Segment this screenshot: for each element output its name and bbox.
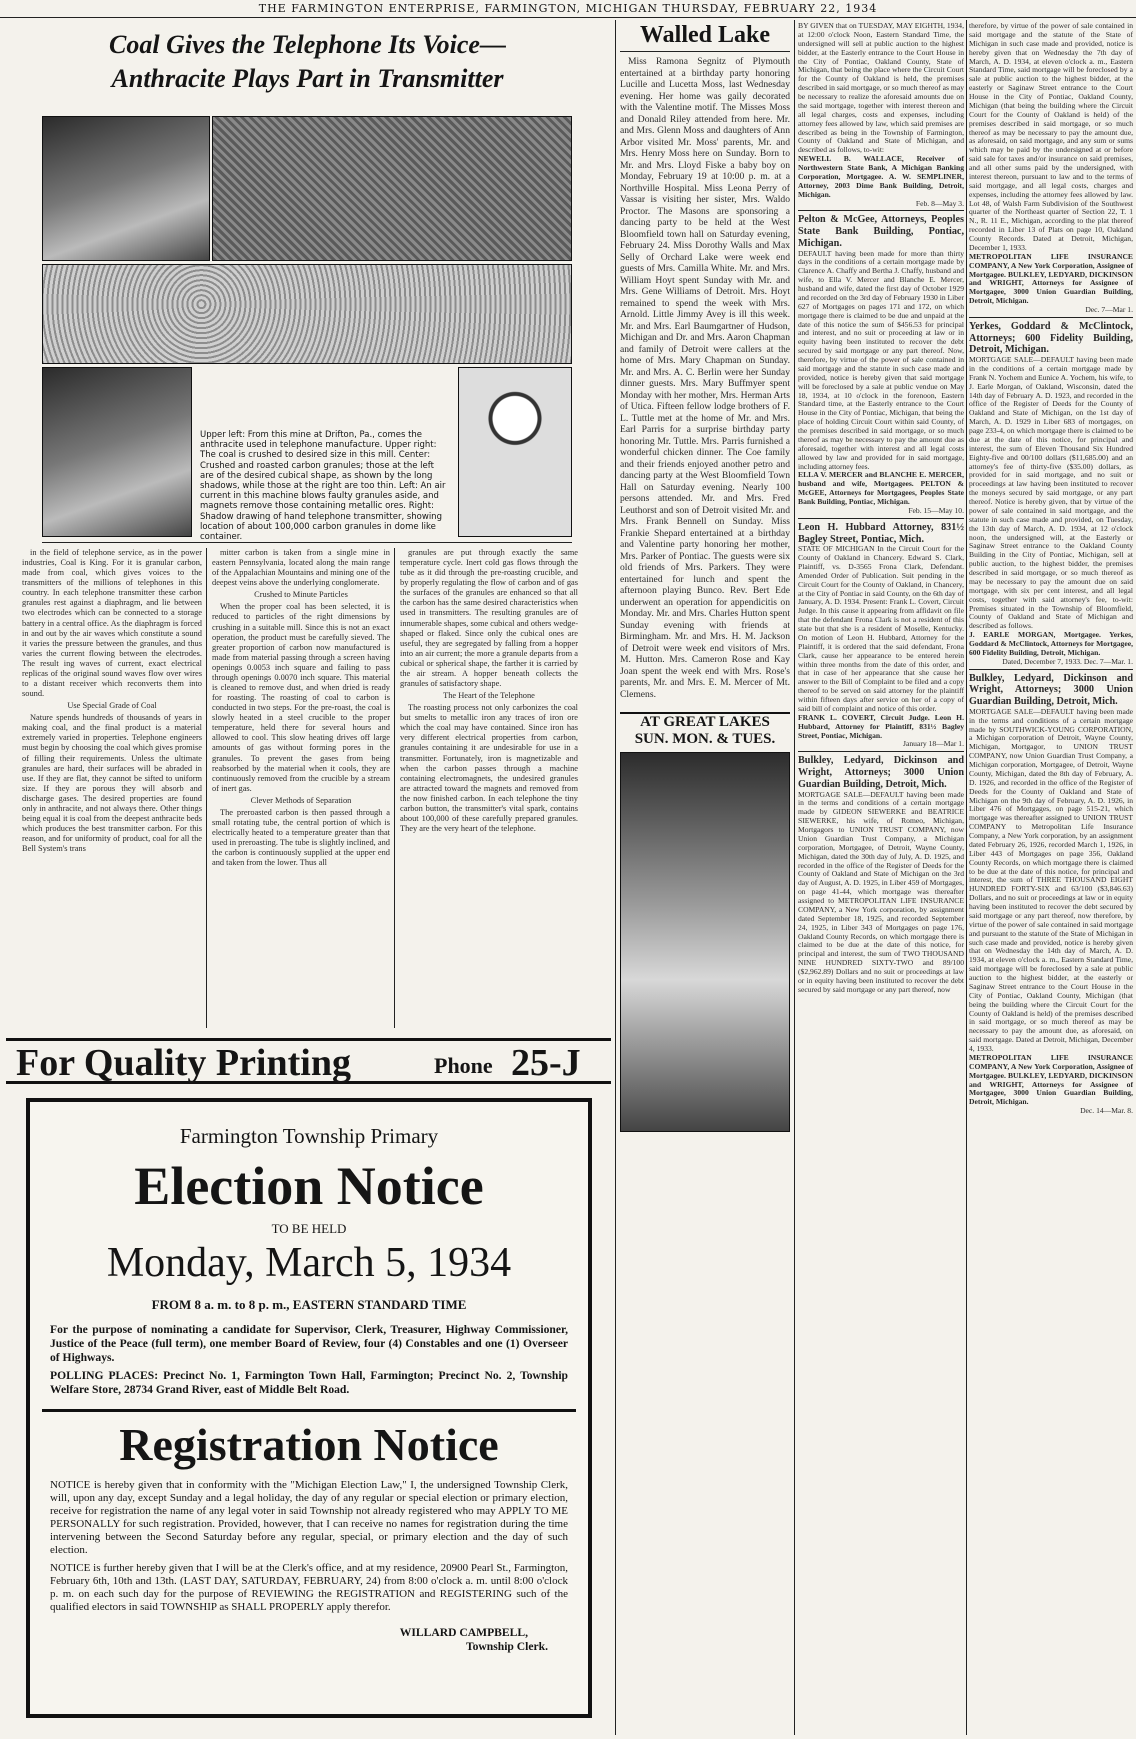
legal-yerkes-date: Dated, December 7, 1933. Dec. 7—Mar. 1. bbox=[1002, 656, 1133, 666]
legal-hubbard-date: January 18—Mar 1. bbox=[903, 739, 964, 749]
photo-caption: Upper left: From this mine at Drifton, Pa., comes the anthracite used in telephone manufacture. Upper right: The coal is crushed to desired size in this mill. Center: Crushed and roasted carbon granules; those at the left are of the desired cubical shape, as shown by the long shadows, while those at the right are too thin. Left: An air current in this machine blows faulty granules aside, and magnets remove those containing metallic ores. Right: Shadow drawing of hand telephone transmitter, showing location of about 100,000 carbon granules in dome like container. bbox=[200, 430, 446, 542]
legal-bulkley-date-2: Dec. 14—Mar. 8. bbox=[1080, 1106, 1133, 1116]
theater-ad bbox=[620, 712, 790, 748]
walled-lake-text: Miss Ramona Segnitz of Plymouth entertained at a birthday party honoring Lucille and Lucetta Moss, last Wednesday evening. Her home was gaily decorated with the Valentine motif. The Misses Moss and Donald Riley attended from here. Mr. and Mrs. Glenn Moss and daughters of Ann Arbor visited Mr. Moss' parents, Mr. and Mrs. Henry Moss here on Sunday. Born to Mr. and Mrs. Lloyd Fiske a baby boy on Monday, February 19 at 10:00 p. m. at a Northville Hospital. Miss Leona Perry of Vassar is visiting her sister, Mrs. Waldo Proctor. The Masons are sponsoring a dancing party to be held at the West Bloomfield town hall on Saturday evening, February 24. Miss Dorothy Walls and Max Selly of Orchard Lake were week end guests of Mrs. Camilla White. Mr. and Mrs. William Hoyt spent Sunday with Mr. and Mrs. Gene Williams of Detroit. Mrs. Hoyt remained to spend the week with Mrs. Arnold. Little Jimmy Avey is ill this week. Mr. and Mrs. Earl Baumgartner of Hudson, Michigan and Dr. and Mrs. Aaron Chapman and family of Detroit were callers at the home of Mrs. Mary Chapman on Sunday. Mr. and Mrs. A. C. Berlin were her Sunday dinner guests. Mrs. Mary Buffmyer spent Monday with her mother, Mrs. Herman Arts of Utica. Fifteen fellow lodge brothers of F. L. Tuttle met at the home of Mr. and Mrs. Earl Parris for a surprise birthday party honoring Mr. Tuttle. Mrs. Parris furnished a wonderful chicken dinner. The Coe family and their friends enjoyed another petro and dancing party at the West Bloomfield Town Hall on Saturday evening. Nearly 100 persons attended. Mr. and Mrs. Fred Leuthorst and son of Detroit visited Mr. and Mrs. Frank Bennell on Sunday. Miss Frankie Shepard entertained at a birthday and Valentine party honoring her mother, Mrs. Parker of Pontiac. The guests were six old friends of Mrs. Parkers. They were entertained for lunch and spent the afternoon playing Bunco. Rev. Bert Ede underwent an operation for appendicitis on Monday. Mr. and Mrs. Charles Hutton spent Sunday evening with friends at Birmingham. Mr. and Mrs. H. M. Jackson of Detroit were week end visitors of Mrs. M. Hutton. Mrs. Cameron Rose and Kay Joan spent the week end with Mrs. Rose's parents, Mr. and Mrs. E. M. Mercer of Mt. Clemens. bbox=[620, 56, 790, 700]
photo-carbon-granules bbox=[42, 264, 572, 364]
photo-comedians bbox=[620, 752, 790, 1132]
notice-signer: WILLARD CAMPBELL, bbox=[399, 1626, 528, 1640]
article-col2-para: mitter carbon is taken from a single mine in eastern Pennsylvania, located along the main range of the Appalachian Mountains and mining one of the deepest veins above the underlying conglomerate. bbox=[212, 548, 390, 588]
legal-sale-1-date: Feb. 8—May 3. bbox=[915, 198, 964, 208]
article-col2a-para: When the proper coal has been selected, it is reduced to particles of the right dimensions by crushing in a suitable mill. Since this is not an exact operation, the product must be carefully sieved. The greater proportion of carbon now manufactured is made from material passing through a screen having openings 0.0053 inch square and failing to pass through openings 0.0070 inch square. This material is cleaned to remove dust, and when dried is ready for roasting. The roasting of coal to carbon is conducted in two steps. For the pre-roast, the coal is slowly heated in a steel crucible to the proper temperature, held there for several hours and allowed to cool. This slow heating drives off large amounts of gas without forming pores in the granules. To prevent the gases from being reabsorbed by the material when it cools, they are continuously removed from the crucible by a stream of inert gas. bbox=[212, 602, 390, 793]
printing-ad-phone: 25-J bbox=[511, 1042, 581, 1084]
legal-pelton-heading: Pelton & McGee, Attorneys, Peoples State Bank Building, Pontiac, Michigan. bbox=[798, 214, 964, 249]
legal-pelton-signature: ELLA V. MERCER and BLANCHE E. MERCER, husband and wife, Mortgagees. PELTON & McGEE, Attorneys for Mortgagees, Peoples State Bank Building, Pontiac, Michigan. bbox=[798, 470, 964, 507]
election-notice-box bbox=[26, 1098, 592, 1718]
legal-column-1 bbox=[798, 22, 964, 1734]
subhead-special-coal: Use Special Grade of Coal bbox=[67, 701, 157, 711]
registration-para-2: NOTICE is further hereby given that I will be at the Clerk's office, and at my residence, 20900 Pearl St., Farmington, February 6th, 10th and 13th. (LAST DAY, SATURDAY, FEBRUARY, 24) from 8:00 o'clock a. m. until 8:00 o'clock p. m. on each such day for the purpose of REVIEWING the REGISTRATION and REGISTERING such of the qualified electors in said TOWNSHIP as SHALL PROPERLY apply therefor. bbox=[50, 1561, 568, 1614]
legal-sale-notice-2: therefore, by virtue of the power of sale contained in said mortgage and the statute of the State of Michigan in such case made and provided, notice is hereby given that on Wednesday the 7th day of March, A. D. 1934, at eleven o'clock a. m., Eastern Standard Time, said mortgage will be foreclosed by a sale at public auction to the highest bidder, at the easterly or Saginaw Street entrance to the Court House in the City of Pontiac, Oakland County, Michigan (that being the building where the Circuit Court for the County of Oakland is held) of the premises described in said mortgage, or so much thereof as may be necessary to pay the amount due, as aforesaid, on said mortgage, and any sum or sums which may be paid by the undersigned at or before said sale for taxes and/or insurance on said premises, and all other sums paid by the undersigned, with interest thereon, pursuant to law and to the terms of said mortgage, and all legal costs, charges and expenses, including the attorney fees allowed by law. Lot 48, of Walsh Farm Subdivision of the Southwest quarter of the Northeast quarter of Section 22, T. 1 N., R. 11 E., Michigan, according to the plat thereof recorded in Liber 13 of Plats on page 10, Oakland County Records. Dated at Detroit, Michigan, December 1, 1933. bbox=[969, 21, 1133, 252]
legal-bulkley-heading-1: Bulkley, Ledyard, Dickinson and Wright, Attorneys; 3000 Union Guardian Building, Detroit, Mich. bbox=[798, 755, 964, 790]
legal-pelton-date: Feb. 15—May 10. bbox=[908, 505, 964, 515]
legal-bulkley-text-1: MORTGAGE SALE—DEFAULT having been made in the terms and conditions of a certain mortgage made by GIDEON SIEWERKE and BEATRICE SIEWERKE, his wife, of Romeo, Michigan, Mortgagors to UNION TRUST COMPANY, now Union Guardian Trust Company, a Michigan corporation, Mortgagee, of Detroit, Wayne County, Michigan, dated the 30th day of July, A. D. 1925, and recorded in the office of the Register of Deeds for the County of Oakland and State of Michigan on the 3rd day of August, A. D. 1925, in Liber 459 of Mortgages, on page 41-44, which mortgage was thereafter assigned to METROPOLITAN LIFE INSURANCE COMPANY, a New York corporation, by assignment dated September 18, 1925, and recorded September 24, 1925, in Liber 343 of Mortgages on page 176, Oakland County Records, on which mortgage there is claimed to be due at the date of this notice, for principal and interest, the sum of TWO THOUSAND NINE HUNDRED SIXTY-TWO and 89/100 ($2,962.89) Dollars and no suit or proceedings at law or in equity having been instituted to recover the debt secured by said mortgage or any part thereof, now bbox=[798, 789, 964, 994]
legal-sale-1-signature: NEWELL B. WALLACE, Receiver of Northwestern State Bank, A Michigan Banking Corporation, Mortgagee. A. W. SEMPLINER, Attorney, 2003 Dime Bank Building, Detroit, Michigan. bbox=[798, 154, 964, 199]
legal-bulkley-signature-2: METROPOLITAN LIFE INSURANCE COMPANY, A New York Corporation, Assignee of Mortgagee. BULKLEY, LEDYARD, DICKINSON and WRIGHT, Attorneys for Assignee of Mortgagee, 3000 Union Guardian Building, Detroit, Michigan. bbox=[969, 1052, 1133, 1107]
article-headline-1: Coal Gives the Telephone Its Voice— bbox=[109, 30, 506, 59]
article-col3b-para: The roasting process not only carbonizes the coal but smelts to metallic iron any traces of iron ore which the coal may have contained. Since iron has very different electrical properties from carbon, granules containing it are undesirable for use in a transmitter. Fortunately, iron is magnetizable and when the carbon passes through a machine containing electromagnets, the undesired granules are attracted toward the magnets and removed from the now finished carbon. In each telephone the tiny carbon button, the transmitter's vital spark, contains about 100,000 of these carefully prepared granules. They are the very heart of the telephone. bbox=[400, 703, 578, 834]
article-column-2 bbox=[212, 548, 390, 1028]
walled-lake-column bbox=[620, 22, 790, 1152]
subhead-heart: The Heart of the Telephone bbox=[443, 691, 535, 701]
coal-article bbox=[0, 20, 615, 1035]
article-column-3 bbox=[400, 548, 578, 1028]
walled-lake-title: Walled Lake bbox=[620, 22, 790, 52]
legal-column-2 bbox=[969, 22, 1133, 1734]
photo-transmitter-drawing bbox=[458, 367, 572, 537]
notice-signer-title: Township Clerk. bbox=[465, 1640, 548, 1654]
notice-date: Monday, March 5, 1934 bbox=[106, 1240, 512, 1286]
legal-sale-2-date: Dec. 7—Mar 1. bbox=[1085, 305, 1133, 314]
photo-anthracite-mine bbox=[42, 116, 210, 261]
legal-yerkes-signature: J. EARLE MORGAN, Mortgagee. Yerkes, Goddard & McClintock, Attorneys for Mortgagee, 600 Fidelity Building, Detroit, Michigan. bbox=[969, 630, 1133, 657]
article-col3-para: granules are put through exactly the same temperature cycle. Inert cold gas flows through the tube as it did through the pre-roasting crucible, and by properly regulating the flow of carbon and of gas the surfaces of the granules are enhanced so that all the carbon has the same desired characteristics when used in transmitters. The resulting granules are of innumerable shapes, some cubical and others wedge-shaped or flaked. Since only the cubical ones are useful, they are segregated by falling from a hopper into an air current; the more a granule departs from a cubical or spherical shape, the farther it is carried by the air stream. A hopper beneath collects the granules of satisfactory shape. bbox=[400, 548, 578, 689]
photo-crushing-mill bbox=[212, 116, 572, 261]
article-headline-2: Anthracite Plays Part in Transmitter bbox=[111, 63, 504, 93]
article-column-1 bbox=[22, 548, 202, 1028]
legal-bulkley-text-2: MORTGAGE SALE—DEFAULT having been made in the terms and conditions of a certain mortgage made by SOUTHWICK-YOUNG CORPORATION, a Michigan corporation of Detroit, Wayne County, Michigan, Mortgagor, to UNION TRUST COMPANY, now Union Guardian Trust Company, a Michigan corporation, Mortgagee, of Detroit, Wayne County, Michigan, dated the 8th day of February, A. D. 1926, and recorded in the office of the Register of Deeds for the County of Oakland and State of Michigan on the 9th day of February, A. D. 1926, in Liber 476 of Mortgages, on page 515-21, which mortgage was thereafter assigned to UNION TRUST COMPANY to Metropolitan Life Insurance Company, a New York corporation, by an assignment dated February 26, 1926, recorded March 1, 1926, in Liber 443 of Mortgages on page 356, Oakland County Records, on which mortgage there is claimed to be due at the date of this notice, for principal and interest, the sum of THREE THOUSAND EIGHT HUNDRED FORTY-SIX and 63/100 ($3,846.63) Dollars, and no suit or proceedings at law or in equity having been instituted to recover the debt secured by said mortgage or any part thereof, now therefore, by virtue of the power of sale contained in said mortgage and pursuant to the statute of the State of Michigan in such case made and provided, notice is hereby given that on Wednesday the 14th day of March, A. D. 1934, at eleven o'clock a. m., Eastern Standard Time, said mortgage will be foreclosed by a sale at public auction to the highest bidder, at the easterly or Saginaw Street entrance to the Court House in the City of Pontiac, Oakland County, Michigan (that being the building where the Circuit Court for the County of Oakland is held) of the premises described in said mortgage, or so much thereof as may be necessary to pay the amount due, as aforesaid, on said mortgage. Dated at Detroit, Michigan, December 4, 1933. bbox=[969, 706, 1133, 1054]
article-col2b-para: The preroasted carbon is then passed through a small rotating tube, the central portion of which is electrically heated to a temperature greater than that used in preroasting. The tube is slightly inclined, and the carbon is continuously supplied at the upper end and taken from the lower. Thus all bbox=[212, 807, 390, 868]
subhead-crushed: Crushed to Minute Particles bbox=[254, 590, 348, 600]
notice-title: Election Notice bbox=[134, 1156, 484, 1216]
printing-ad-phone-label: Phone bbox=[434, 1053, 493, 1078]
notice-kicker: Farmington Township Primary bbox=[179, 1124, 439, 1148]
legal-yerkes-text: MORTGAGE SALE—DEFAULT having been made in the conditions of a certain mortgage made by Frank N. Yochem and Eunice A. Yochem, his wife, to J. Earle Morgan, of Oakland, Wisconsin, dated the 14th day of February A. D. 1923, and recorded in the office of the Register of Deeds for the County of Oakland and State of Michigan, on the 1st day of March, A. D. 1929 in Liber 683 of mortgages, on page 233-4, on which mortgage there is claimed to be due at the date of this notice, for principal and interest, the sum of Eleven Thousand Six Hundred Eighty-five and 00/100 dollars ($11,685.00) and an attorney's fee of thirty-five ($35.00) dollars, as provided for in said mortgage, and no suit or proceedings at law having been instituted to recover the moneys secured by said mortgage, or any part thereof. Notice is hereby given, that by virtue of the power of sale contained in said mortgage, and the statute in such case made and provided, on Tuesday, the 13th day of March, A. D. 1934, at 12 o'clock noon, the undersigned will, at the Easterly or Saginaw Street entrance to the Oakland County Building in the City of Pontiac, Michigan, sell at public auction, to the highest bidder, the premises described in said mortgage, or so much thereof as may be necessary to pay the amount due on said mortgage, with six per cent interest, and all legal costs, together with said attorney's fee, to-wit: Premises situated in the Township of Bloomfield, County of Oakland and State of Michigan and described as follows. bbox=[969, 355, 1133, 631]
registration-title: Registration Notice bbox=[119, 1418, 499, 1470]
notice-purpose: For the purpose of nominating a candidate for Supervisor, Clerk, Treasurer, Highway Commissioner, Justice of the Peace (full term), one member Board of Review, four (4) Constables and one (1) Overseer of Highways. bbox=[50, 1323, 568, 1364]
legal-sale-2-signature: METROPOLITAN LIFE INSURANCE COMPANY, A New York Corporation, Assignee of Mortgagee. BULKLEY, LEDYARD, DICKINSON and WRIGHT, Attorneys for Assignee of Mortgagee, 3000 Union Guardian Building, Detroit, Michigan. bbox=[969, 251, 1133, 306]
article-col1b-para: Nature spends hundreds of thousands of years in making coal, and the final product is a material extremely varied in properties. Telephone engineers must begin by choosing the coal which gives promise of filling their requirements. Unless the ultimate granules are hard, their surfaces will be abraded in use. If they are flat, they cannot be sifted to uniform size. If they are porous they will absorb and discharge gases. The desired properties are found only in anthracite, and not always there. Other things being equal it is coal from the deepest anthracite beds which produces the best transmitter carbon. For this reason, and for uniformity of product, coal for all the Bell System's trans bbox=[22, 713, 202, 854]
legal-bulkley-heading-2: Bulkley, Ledyard, Dickinson and Wright, Attorneys; 3000 Union Guardian Building, Detroit, Mich. bbox=[969, 672, 1133, 708]
legal-pelton-text: DEFAULT having been made for more than thirty days in the conditions of a certain mortgage made by Clarence A. Chaffy and Bertha J. Chaffy, husband and wife, to Ella V. Mercer and Blanche E. Mercer, husband and wife, dated the first day of October 1929 and recorded on the 3rd day of February 1930 in Liber 627 of Mortgages on pages 171 and 172, on which mortgage there is claimed to be due and unpaid at the date of this notice the sum of $456.53 for principal and interest, and no suit or proceeding at law or in equity having been instituted to recover the debt secured by said mortgage or any part thereof. Now, therefore, by virtue of the power of sale contained in said mortgage and the statute in such case made and provided, notice is hereby given that said mortgage will be foreclosed by a sale at public vendue on May 18, 1934, at 10 o'clock in the forenoon, Eastern Standard time, at the Easterly entrance to the Court House in the City of Pontiac, Michigan, that being the place of holding Circuit Court within said County, of the premises described in said mortgage, or so much thereof as may be necessary to pay the amount due as aforesaid, together with interest and all legal costs allowed by law and provided for in said mortgage, including attorney fees. bbox=[798, 248, 964, 471]
printing-ad bbox=[6, 1038, 611, 1084]
notice-hours: FROM 8 a. m. to 8 p. m., EASTERN STANDARD TIME bbox=[151, 1297, 467, 1312]
masthead: THE FARMINGTON ENTERPRISE, FARMINGTON, MICHIGAN THURSDAY, FEBRUARY 22, 1934 bbox=[0, 0, 1136, 18]
legal-hubbard-heading: Leon H. Hubbard Attorney, 831½ Bagley Street, Pontiac, Mich. bbox=[798, 521, 964, 545]
theater-line-2: SUN. MON. & TUES. bbox=[634, 731, 776, 747]
legal-sale-notice-1: BY GIVEN that on TUESDAY, MAY EIGHTH, 1934, at 12:00 o'clock Noon, Eastern Standard Time, the undersigned will sell at public auction to the highest bidder, at the Easterly entrance to the Court House in the City of Pontiac, Oakland County, State of Michigan, that being the place where the Circuit Court for the County of Oakland is held, the premises described in said mortgage, or so much thereof as may be necessary to realize the aforesaid amounts due on the said mortgage, together with interest thereon and all legal charges, costs and expenses, including attorney fees allowed by law, which said premises are described as being in the Township of Farmington, County of Oakland and State of Michigan, and described as follows, to-wit: bbox=[798, 21, 964, 155]
photo-air-current-machine bbox=[42, 367, 192, 537]
article-col1-para: in the field of telephone service, as in the power industries, Coal is King. For it is granular carbon, made from coal, which gives voices to the transmitters of the millions of telephones in this country. In each telephone transmitter these carbon granules rest against a diaphragm, and lie between two electrodes which can be connected to a storage battery in a central office. As the diaphragm is forced in and out by the air waves which constitute a sound it varies the pressure between the granules, and thus varies the current flowing between the electrodes. The result ing waves of current, exact electrical replicas of the original sound waves flow over wires to a distant receiver which reconverts them into sound. bbox=[22, 548, 202, 699]
legal-hubbard-signature: FRANK L. COVERT, Circuit Judge. Leon H. Hubbard, Attorney for Plaintiff, 831½ Bagley Street, Pontiac, Michigan. bbox=[798, 712, 964, 740]
notice-polling-places: POLLING PLACES: Precinct No. 1, Farmington Town Hall, Farmington; Precinct No. 2, Township Welfare Store, 28734 Grand River, east of Middle Belt Road. bbox=[50, 1368, 568, 1396]
notice-to-be-held: TO BE HELD bbox=[271, 1221, 347, 1236]
subhead-separation: Clever Methods of Separation bbox=[250, 795, 352, 805]
legal-yerkes-heading: Yerkes, Goddard & McClintock, Attorneys; 600 Fidelity Building, Detroit, Michigan. bbox=[969, 320, 1133, 356]
theater-line-1: AT GREAT LAKES bbox=[640, 714, 770, 730]
legal-hubbard-text: STATE OF MICHIGAN In the Circuit Court for the County of Oakland in Chancery. Edward S. Clark, Plaintiff, vs. D-3565 Frona Clark, Defendant. Amended Order of Publication. Suit pending in the Circuit Court for the County of Oakland, in Chancery, at the City of Pontiac in said County, on the 6th day of January, A. D. 1934. Present: Frank L. Covert, Circuit Judge. In this cause it appearing from affidavit on file that the defendant Frona Clark is not a resident of this state but that she is a resident of Moselle, Kentucky. On motion of Leon H. Hubbard, Attorney for the Plaintiff, it is ordered that the said defendant, Frona Clark, cause her appearance to be entered herein within three months from the date of this order, and that in case of her appearance that she cause her answer to the Bill of Complaint to be filed and a copy thereof to be served on said attorney for the plaintiff within fifteen days after service on her of a copy of said bill of complaint and notice of this order. bbox=[798, 544, 964, 713]
printing-ad-text: For Quality Printing bbox=[16, 1042, 351, 1084]
registration-para-1: NOTICE is hereby given that in conformity with the "Michigan Election Law," I, the undersigned Township Clerk, will, upon any day, except Sunday and a legal holiday, the day of any regular or special election or primary election, receive for registration the name of any legal voter in said Township not already registered who may APPLY TO ME PERSONALLY for such registration. Provided, however, that I can receive no names for registration during the time intervening between the Second Saturday before any regular, special, or primary election and the day of such election. bbox=[50, 1478, 568, 1557]
